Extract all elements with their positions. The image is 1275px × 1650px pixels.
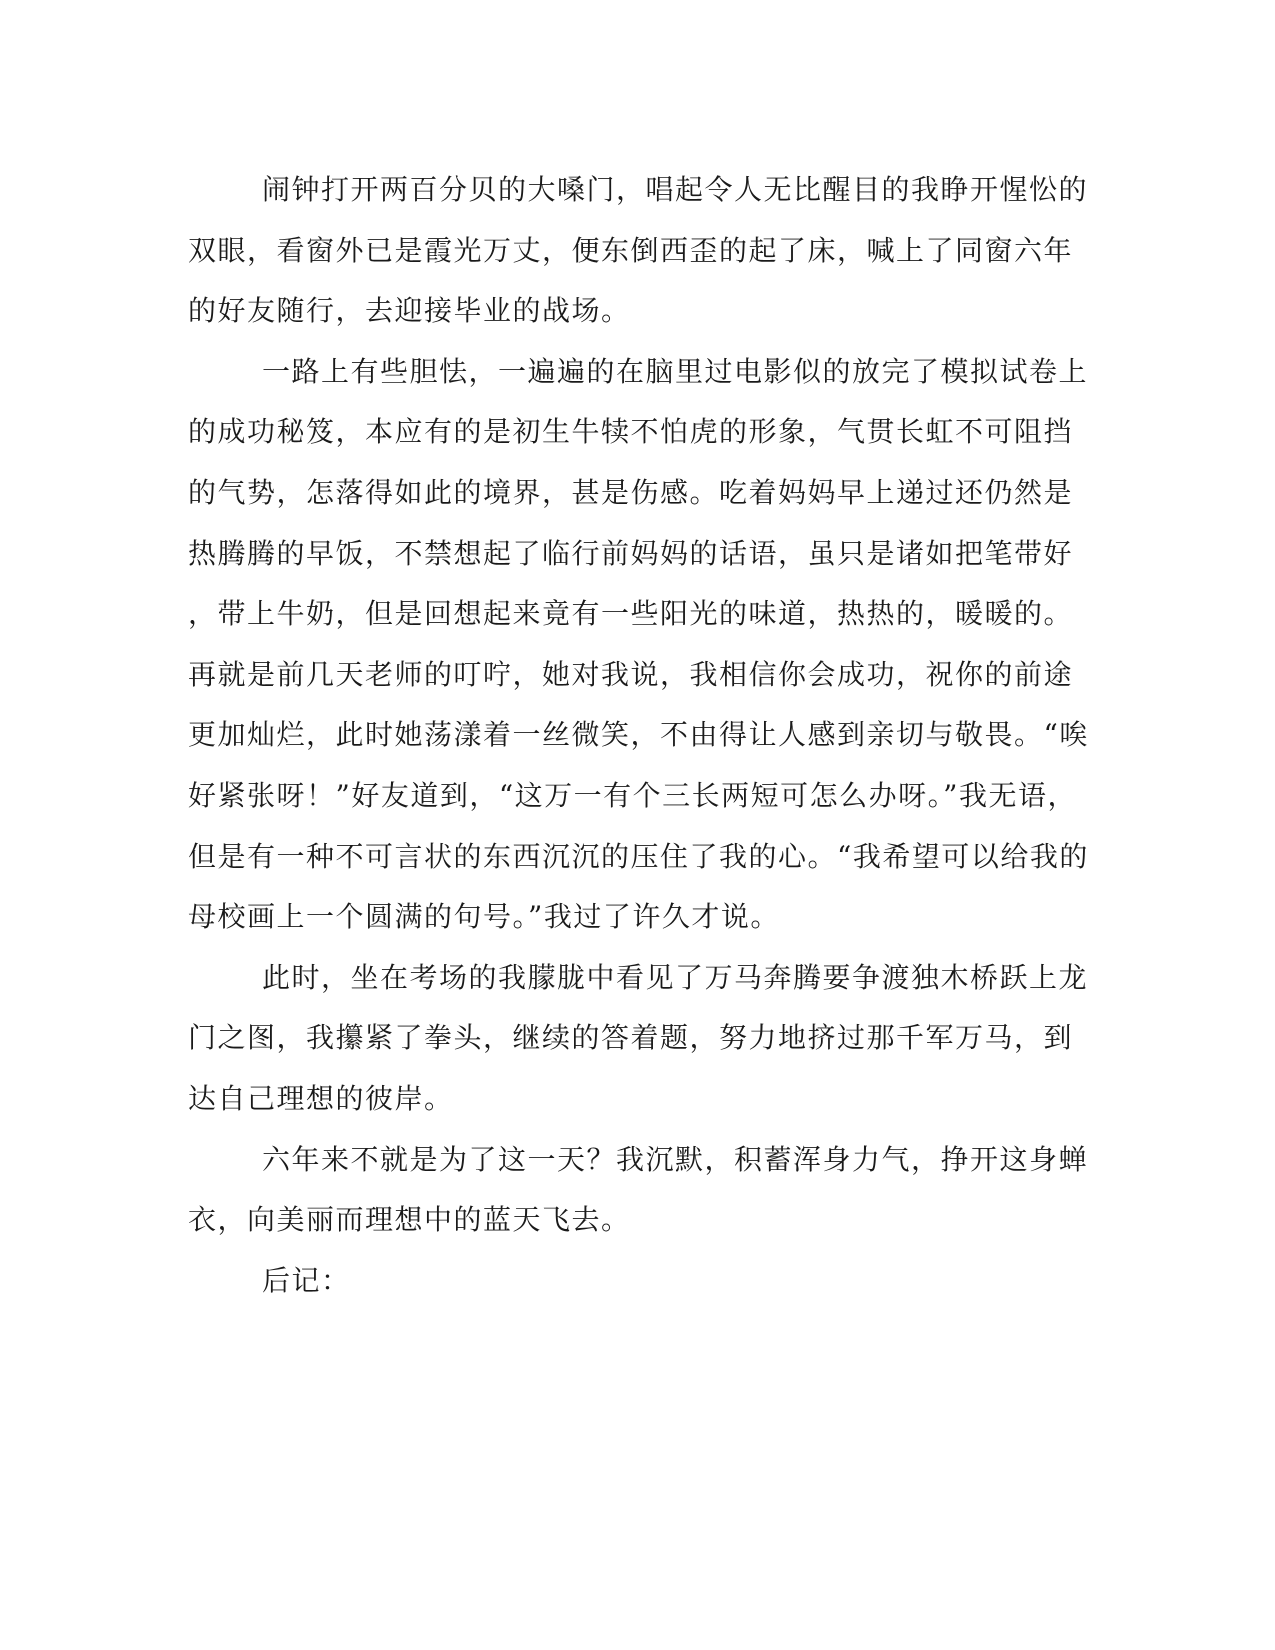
document-body	[188, 160, 1089, 1311]
text-line: ，带上牛奶，但是回想起来竟有一些阳光的味道，热热的，暖暖的。	[188, 597, 1074, 631]
paragraph-5	[188, 1251, 1068, 1312]
text-line: 一路上有些胆怯，一遍遍的在脑里过电影似的放完了模拟试卷上	[262, 354, 1089, 388]
text-line: 更加灿烂，此时她荡漾着一丝微笑，不由得让人感到亲切与敬畏。“唉	[188, 718, 1089, 752]
paragraph-2	[188, 342, 1089, 948]
text-line: 门之图，我攥紧了拳头，继续的答着题，努力地挤过那千军万马，到	[188, 1021, 1074, 1055]
paragraph-3	[188, 948, 1089, 1130]
text-line: 衣，向美丽而理想中的蓝天飞去。	[188, 1203, 631, 1237]
text-line: 闹钟打开两百分贝的大嗓门，唱起令人无比醒目的我睁开惺忪的	[262, 173, 1089, 206]
text-line: 后记：	[262, 1263, 351, 1297]
text-line: 此时，坐在考场的我朦胧中看见了万马奔腾要争渡独木桥跃上龙	[262, 960, 1089, 994]
text-line: 但是有一种不可言状的东西沉沉的压住了我的心。“我希望可以给我的	[188, 839, 1089, 873]
text-line: 六年来不就是为了这一天？我沉默，积蓄浑身力气，挣开这身蝉	[262, 1142, 1089, 1176]
text-line: 再就是前几天老师的叮咛，她对我说，我相信你会成功，祝你的前途	[188, 657, 1074, 691]
text-line: 好紧张呀！”好友道到，“这万一有个三长两短可怎么办呀。”我无语，	[188, 778, 1077, 812]
text-line: 母校画上一个圆满的句号。”我过了许久才说。	[188, 900, 780, 934]
text-line: 的好友随行，去迎接毕业的战场。	[188, 294, 631, 328]
text-line: 的成功秘笈，本应有的是初生牛犊不怕虎的形象，气贯长虹不可阻挡	[188, 415, 1074, 449]
paragraph-4	[188, 1130, 1089, 1251]
text-line: 的气势，怎落得如此的境界，甚是伤感。吃着妈妈早上递过还仍然是	[188, 475, 1074, 509]
paragraph-1	[188, 160, 1089, 342]
text-line: 热腾腾的早饭，不禁想起了临行前妈妈的话语，虽只是诸如把笔带好	[188, 536, 1074, 570]
text-line: 双眼，看窗外已是霞光万丈，便东倒西歪的起了床，喊上了同窗六年	[188, 233, 1074, 267]
text-line: 达自己理想的彼岸。	[188, 1081, 454, 1115]
